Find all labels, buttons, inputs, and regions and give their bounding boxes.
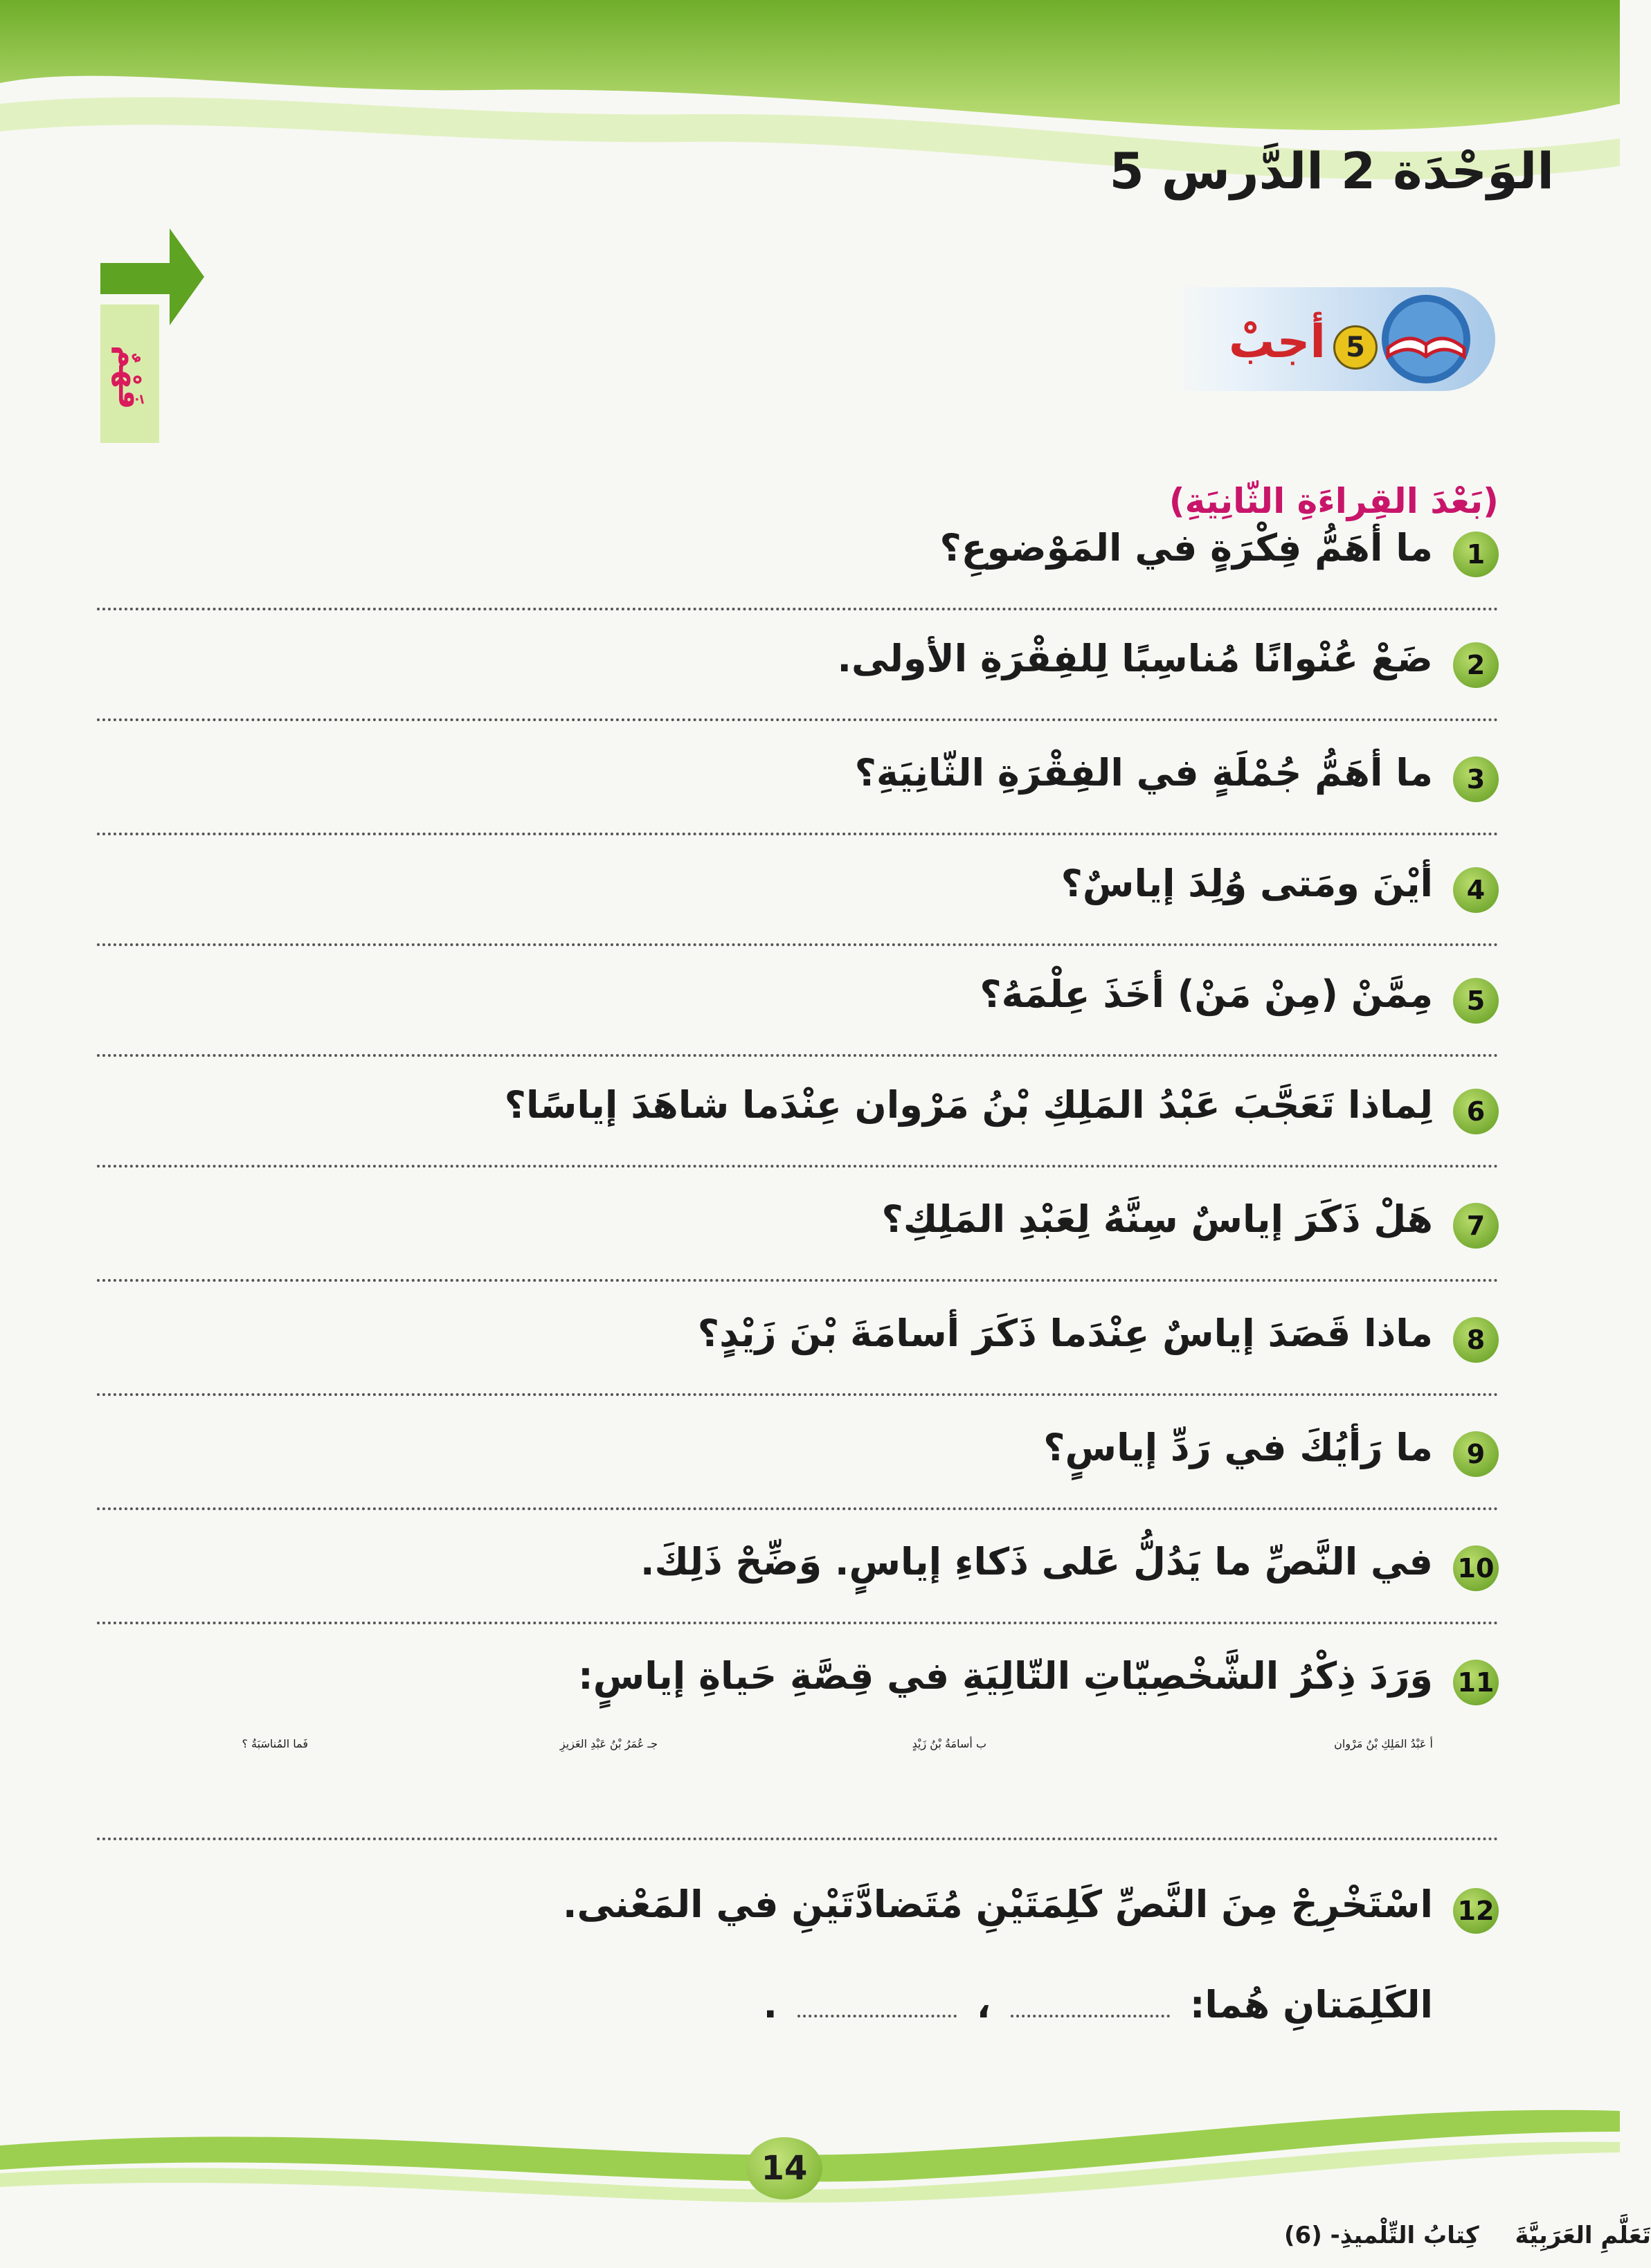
question-number: 1 <box>1453 532 1499 577</box>
answer-line[interactable] <box>97 1622 1499 1624</box>
footer-text <box>1256 2222 1651 2249</box>
questions-list <box>97 0 1499 2268</box>
question-number: 5 <box>1453 978 1499 1024</box>
question-text: أيْنَ ومَتى وُلِدَ إياسٌ؟ <box>1061 862 1433 905</box>
question-number: 6 <box>1453 1089 1499 1134</box>
question-text: هَلْ ذَكَرَ إياسٌ سِنَّهُ لِعَبْدِ المَلِكِ؟ <box>881 1197 1433 1241</box>
question-item <box>97 1197 1499 1298</box>
question-item <box>97 637 1499 737</box>
answer-period: . <box>763 1983 778 2026</box>
section-number-badge: 5 <box>1333 325 1378 370</box>
question-text: مِمَّنْ (مِنْ مَنْ) أخَذَ عِلْمَهُ؟ <box>980 972 1433 1016</box>
question-item <box>97 1312 1499 1412</box>
question-item <box>97 526 1499 626</box>
question-text: ما أهَمُّ فِكْرَةٍ في المَوْضوعِ؟ <box>939 526 1433 570</box>
answer-line[interactable] <box>97 833 1499 835</box>
question-number: 4 <box>1453 867 1499 913</box>
question-item <box>97 1883 1499 1983</box>
question-text: ماذا قَصَدَ إياسٌ عِنْدَما ذَكَرَ أسامَةَ بْنَ زَيْدٍ؟ <box>697 1312 1433 1355</box>
answer-label: الكَلِمَتانِ هُما: <box>1189 1983 1433 2026</box>
question-text: في النَّصِّ ما يَدُلُّ عَلى ذَكاءِ إياسٍ. وَضِّحْ ذَلِكَ. <box>640 1540 1433 1584</box>
question-number: 2 <box>1453 642 1499 688</box>
answer-line[interactable] <box>97 1165 1499 1168</box>
page-number-badge: 14 <box>746 2137 822 2199</box>
question-number: 11 <box>1453 1660 1499 1705</box>
question-options-row <box>97 1737 1499 1841</box>
question-number: 12 <box>1453 1888 1499 1934</box>
question-text: ما أهَمُّ جُمْلَةٍ في الفِقْرَةِ الثّانِيَةِ؟ <box>854 751 1433 795</box>
answer-row <box>97 1983 1499 2083</box>
answer-line[interactable] <box>97 608 1499 610</box>
answer-line[interactable] <box>97 1393 1499 1396</box>
question-number: 9 <box>1453 1431 1499 1477</box>
question-number: 7 <box>1453 1203 1499 1249</box>
question-text: ضَعْ عُنْوانًا مُناسِبًا لِلفِقْرَةِ الأولى. <box>837 637 1433 680</box>
footer-book-title: تَعَلَّمِ العَرَبِيَّةَ <box>1515 2222 1651 2249</box>
question-text: ما رَأيُكَ في رَدِّ إياسٍ؟ <box>1043 1426 1433 1469</box>
answer-blank-1[interactable] <box>1011 2001 1170 2017</box>
option-question: فَما المُناسَبَةُ ؟ <box>242 1737 308 1750</box>
question-number: 3 <box>1453 756 1499 802</box>
question-item <box>97 862 1499 962</box>
section-title: أجبْ <box>1228 315 1326 368</box>
question-item <box>97 1083 1499 1183</box>
question-item <box>97 1540 1499 1640</box>
answer-row-text <box>764 1983 1433 2026</box>
option-a: أ عَبْدُ المَلِكِ بْنُ مَرْوان <box>1334 1737 1433 1750</box>
comprehension-label: فَهْمٌ <box>111 345 147 410</box>
question-text: اسْتَخْرِجْ مِنَ النَّصِّ كَلِمَتَيْنِ مُتَضادَّتَيْنِ في المَعْنى. <box>563 1883 1433 1926</box>
answer-line[interactable] <box>97 943 1499 946</box>
answer-line[interactable] <box>97 1838 1499 1840</box>
answer-blank-2[interactable] <box>797 2001 957 2017</box>
question-number: 8 <box>1453 1317 1499 1363</box>
option-c: جـ عُمَرُ بْنُ عَبْدِ العَزيزِ <box>559 1737 658 1750</box>
question-item <box>97 972 1499 1073</box>
footer-level: كِتابُ التِّلْميذِ- (6) <box>1284 2222 1479 2249</box>
answer-line[interactable] <box>97 1507 1499 1510</box>
question-number: 10 <box>1453 1545 1499 1591</box>
question-item <box>97 1426 1499 1526</box>
section-subheading: (بَعْدَ القِراءَةِ الثّانِيَةِ) <box>1169 481 1499 521</box>
question-item <box>97 751 1499 851</box>
answer-line[interactable] <box>97 1279 1499 1282</box>
answer-comma: ، <box>976 1983 991 2026</box>
answer-line[interactable] <box>97 718 1499 721</box>
answer-line[interactable] <box>97 1054 1499 1057</box>
question-text: وَرَدَ ذِكْرُ الشَّخْصِيّاتِ التّالِيَةِ في قِصَّةِ حَياةِ إياسٍ: <box>578 1654 1433 1698</box>
question-text: لِماذا تَعَجَّبَ عَبْدُ المَلِكِ بْنُ مَرْوان عِنْدَما شاهَدَ إياسًا؟ <box>504 1083 1433 1127</box>
option-b: ب أسامَةُ بْنُ زَيْدٍ <box>912 1737 986 1750</box>
unit-lesson-title: الوَحْدَة 2 الدَّرس 5 <box>1109 142 1554 200</box>
